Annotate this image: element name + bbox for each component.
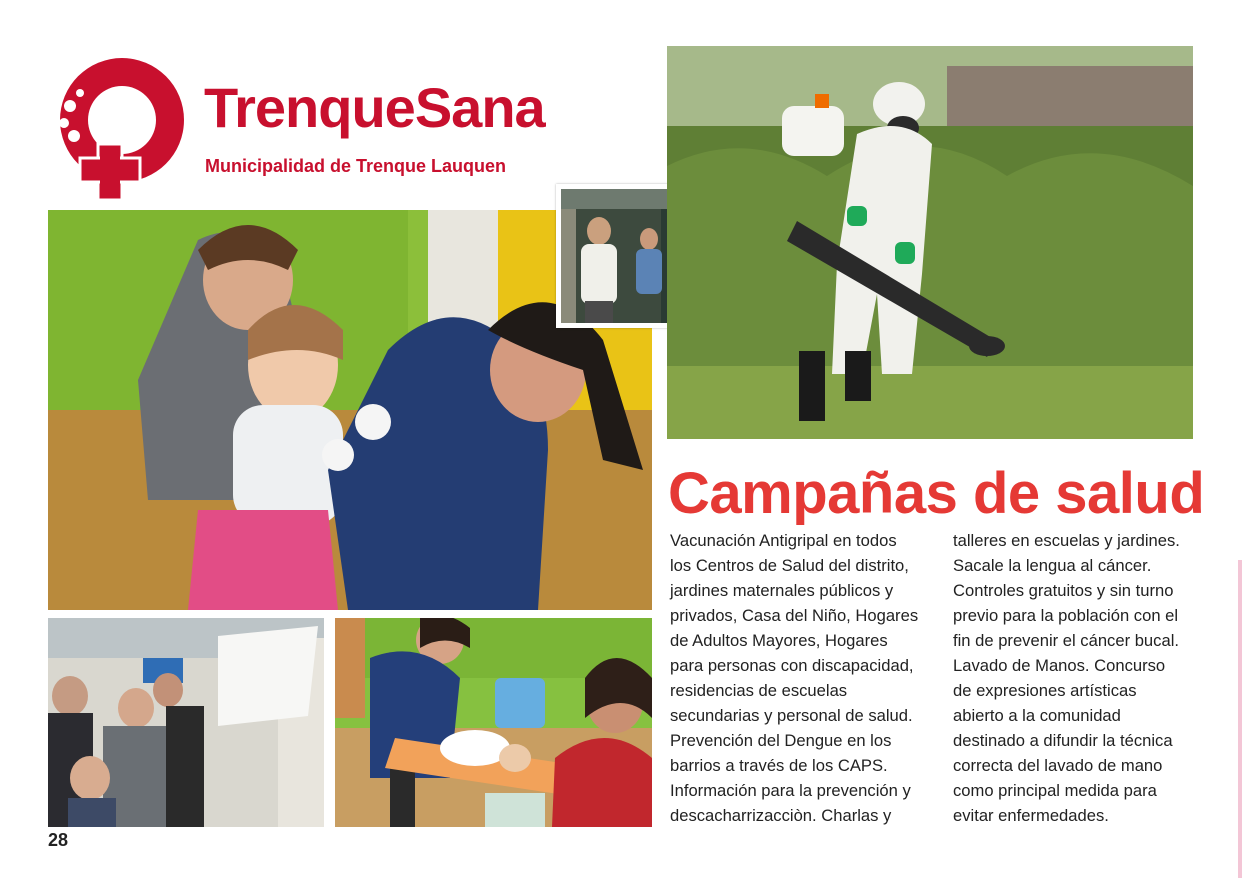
trenquesana-logo-icon: [50, 48, 195, 200]
fumigation-photo: [667, 46, 1193, 439]
article-column-left: Vacunación Antigripal en todos los Centros de Salud del distrito, jardines maternales públicos y privados, Casa del Niño, Hogares de Adultos Mayores, Hogares para personas con discapacidad, residencias de escuelas secundarias y personal de salud. Prevención del Dengue en los barrios a través de los CAPS. Información para la prevención y descacharrizacciòn. Charlas y: [670, 531, 919, 825]
article-column-right: talleres en escuelas y jardines. Sacale la lengua al cáncer. Controles gratuitos y sin turno previo para la población con el fin de prevenir el cáncer bucal. Lavado de Manos. Concurso de expresiones artísticas abierto a la comunidad destinado a difundir la técnica correcta del lavado de mano como principal medida para evitar enfermedades.: [953, 531, 1180, 825]
checkup-photo: [335, 618, 652, 827]
article-headline: Campañas de salud: [668, 461, 1205, 526]
event-photo: [48, 618, 324, 827]
page-edge-divider: [1238, 560, 1242, 878]
brand-subtitle: Municipalidad de Trenque Lauquen: [205, 156, 507, 176]
page-number: 28: [48, 830, 69, 850]
brand-title: TrenqueSana: [204, 76, 545, 139]
